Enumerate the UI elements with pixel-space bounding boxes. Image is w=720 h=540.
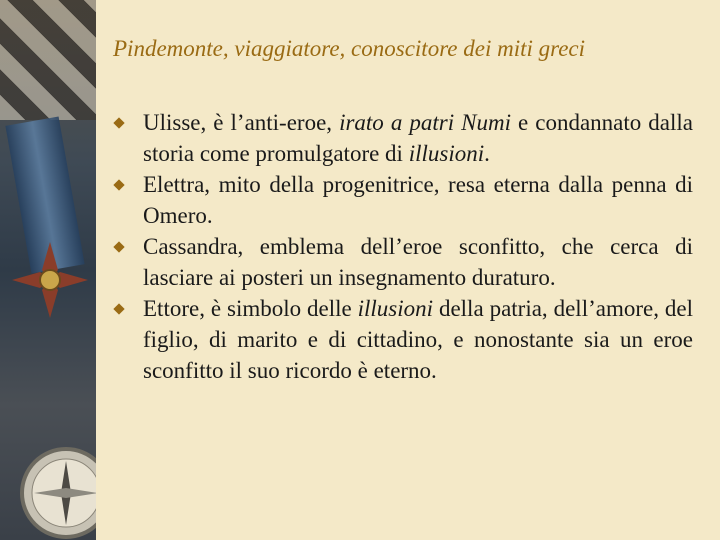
item-italic-text: illusioni	[357, 296, 434, 321]
slide-title: Pindemonte, viaggiatore, conoscitore dei miti greci	[113, 36, 586, 61]
list-item	[113, 231, 693, 293]
diamond-bullet-icon	[113, 179, 124, 190]
decorative-sidebar-image	[0, 0, 96, 540]
item-text: Cassandra, emblema dell’eroe sconfitto, che cerca di lasciare ai posteri un insegnamento duraturo.	[143, 234, 693, 290]
bullet-list	[113, 107, 693, 386]
diamond-bullet-icon	[113, 241, 124, 252]
item-text: Ulisse, è l’anti-eroe,	[143, 110, 340, 135]
diamond-bullet-icon	[113, 303, 124, 314]
diamond-bullet-icon	[113, 117, 124, 128]
item-text-continued: della patria, dell’amore, del figlio, di marito e di cittadino, e nonostante sia un eroe sconfitto il suo ricordo è eterno.	[143, 296, 693, 383]
item-text: Ettore, è simbolo delle	[143, 296, 358, 321]
chessboard-decoration	[0, 0, 96, 120]
item-text-end: .	[484, 141, 490, 166]
list-item	[113, 107, 693, 169]
item-italic-text: irato a patri Numi	[339, 110, 511, 135]
list-item	[113, 169, 693, 231]
item-text: Elettra, mito della progenitrice, resa eterna dalla penna di Omero.	[143, 172, 693, 228]
compass-icon	[18, 445, 96, 540]
item-text-continued: e condannato dalla storia come promulgatore di	[143, 110, 693, 166]
item-italic-text: illusioni	[408, 141, 485, 166]
list-item	[113, 293, 693, 386]
medal-cross-icon	[10, 240, 90, 320]
